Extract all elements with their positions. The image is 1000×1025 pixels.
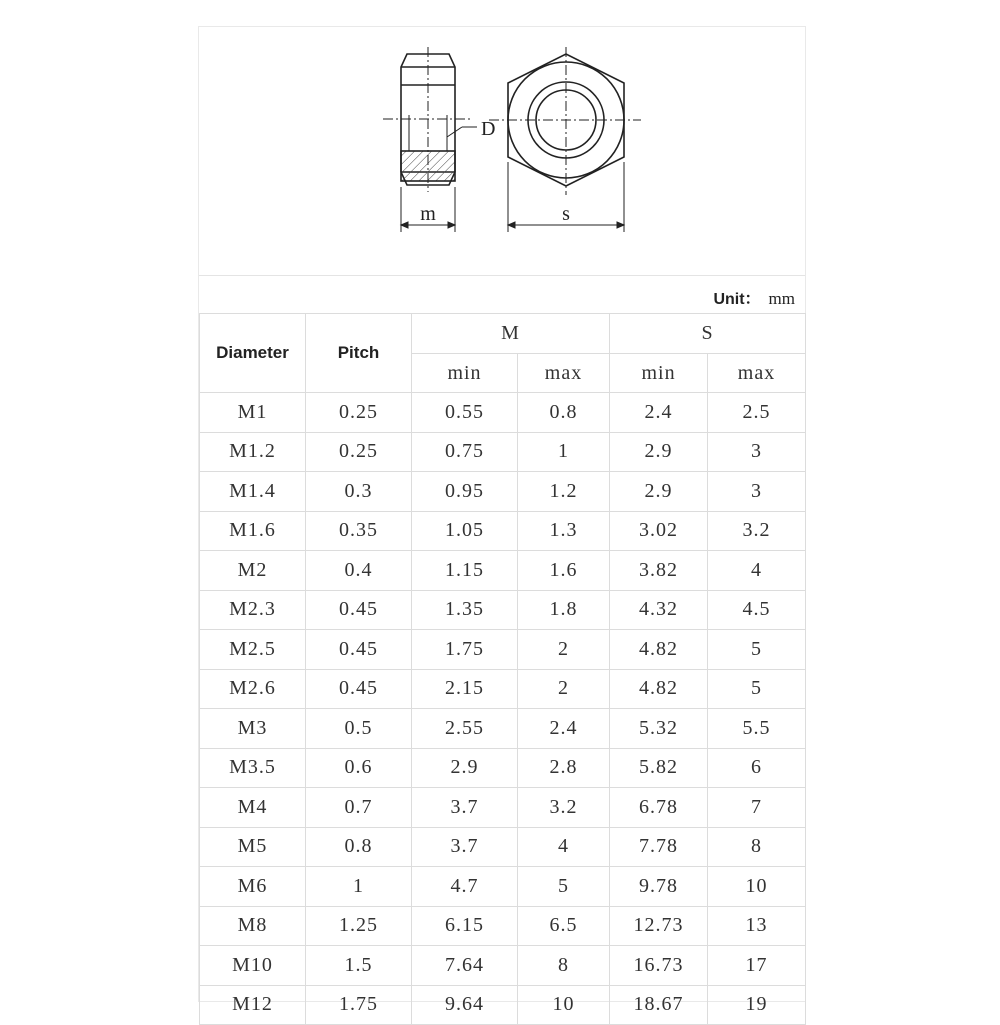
cell-s-max: 5: [708, 669, 806, 709]
cell-s-max: 3.2: [708, 511, 806, 551]
unit-label: Unit：: [713, 291, 761, 308]
cell-pitch: 0.7: [306, 788, 412, 828]
cell-m-max: 1.8: [518, 590, 610, 630]
cell-s-min: 5.82: [610, 748, 708, 788]
header-m-min: min: [412, 354, 518, 393]
cell-diameter: M3.5: [200, 748, 306, 788]
cell-s-max: 5: [708, 630, 806, 670]
cell-s-min: 4.32: [610, 590, 708, 630]
header-s-min: min: [610, 354, 708, 393]
cell-pitch: 1: [306, 867, 412, 907]
cell-pitch: 0.6: [306, 748, 412, 788]
cell-pitch: 0.4: [306, 551, 412, 591]
cell-m-max: 1.6: [518, 551, 610, 591]
cell-s-max: 7: [708, 788, 806, 828]
cell-m-min: 6.15: [412, 906, 518, 946]
cell-pitch: 0.35: [306, 511, 412, 551]
cell-m-min: 2.15: [412, 669, 518, 709]
cell-diameter: M12: [200, 985, 306, 1025]
cell-s-min: 2.9: [610, 432, 708, 472]
cell-m-min: 7.64: [412, 946, 518, 986]
cell-s-min: 9.78: [610, 867, 708, 907]
cell-s-max: 17: [708, 946, 806, 986]
cell-s-max: 4: [708, 551, 806, 591]
cell-pitch: 1.5: [306, 946, 412, 986]
cell-s-min: 3.02: [610, 511, 708, 551]
cell-diameter: M1.4: [200, 472, 306, 512]
table-row: [200, 788, 806, 828]
cell-m-max: 3.2: [518, 788, 610, 828]
cell-m-min: 0.55: [412, 393, 518, 433]
cell-s-max: 10: [708, 867, 806, 907]
cell-m-max: 8: [518, 946, 610, 986]
table-row: [200, 748, 806, 788]
cell-s-min: 16.73: [610, 946, 708, 986]
cell-s-min: 4.82: [610, 669, 708, 709]
hex-nut-drawing: [199, 27, 805, 251]
unit-value: mm: [768, 289, 795, 308]
table-row: [200, 709, 806, 749]
cell-m-max: 5: [518, 867, 610, 907]
cell-diameter: M1: [200, 393, 306, 433]
cell-diameter: M4: [200, 788, 306, 828]
cell-m-max: 1.3: [518, 511, 610, 551]
cell-s-min: 5.32: [610, 709, 708, 749]
diameter-label: D: [481, 118, 496, 140]
cell-pitch: 0.25: [306, 432, 412, 472]
cell-pitch: 0.8: [306, 827, 412, 867]
cell-diameter: M2.3: [200, 590, 306, 630]
cell-s-max: 6: [708, 748, 806, 788]
table-row: [200, 511, 806, 551]
cell-m-min: 4.7: [412, 867, 518, 907]
cell-m-min: 2.55: [412, 709, 518, 749]
header-m-group: M: [412, 314, 610, 354]
nut-dimension-table: [199, 313, 806, 1025]
cell-m-max: 0.8: [518, 393, 610, 433]
cell-pitch: 1.75: [306, 985, 412, 1025]
cell-s-min: 2.4: [610, 393, 708, 433]
cell-pitch: 0.45: [306, 630, 412, 670]
cell-m-max: 1.2: [518, 472, 610, 512]
cell-m-min: 3.7: [412, 788, 518, 828]
spec-panel: [198, 26, 806, 1016]
cell-s-max: 3: [708, 472, 806, 512]
cell-s-min: 6.78: [610, 788, 708, 828]
cell-m-min: 1.15: [412, 551, 518, 591]
cell-s-max: 3: [708, 432, 806, 472]
cell-diameter: M2: [200, 551, 306, 591]
cell-diameter: M1.6: [200, 511, 306, 551]
cell-m-max: 1: [518, 432, 610, 472]
table-row: [200, 985, 806, 1025]
cell-s-min: 7.78: [610, 827, 708, 867]
thickness-label: m: [420, 203, 436, 225]
cell-diameter: M10: [200, 946, 306, 986]
table-row: [200, 432, 806, 472]
cell-s-min: 4.82: [610, 630, 708, 670]
table-row: [200, 472, 806, 512]
cell-pitch: 1.25: [306, 906, 412, 946]
cell-pitch: 0.5: [306, 709, 412, 749]
cell-pitch: 0.3: [306, 472, 412, 512]
cell-m-max: 2.8: [518, 748, 610, 788]
cell-s-max: 13: [708, 906, 806, 946]
cell-s-min: 2.9: [610, 472, 708, 512]
table-row: [200, 630, 806, 670]
cell-m-min: 3.7: [412, 827, 518, 867]
unit-row: [199, 275, 805, 314]
cell-m-max: 10: [518, 985, 610, 1025]
width-across-flats-label: s: [562, 203, 570, 225]
cell-diameter: M2.6: [200, 669, 306, 709]
cell-m-min: 0.95: [412, 472, 518, 512]
cell-diameter: M8: [200, 906, 306, 946]
cell-s-max: 5.5: [708, 709, 806, 749]
cell-s-max: 19: [708, 985, 806, 1025]
table-row: [200, 393, 806, 433]
unit-indicator: [713, 286, 795, 309]
cell-m-min: 1.05: [412, 511, 518, 551]
cell-s-max: 2.5: [708, 393, 806, 433]
cell-pitch: 0.25: [306, 393, 412, 433]
cell-m-max: 2: [518, 669, 610, 709]
cell-m-max: 6.5: [518, 906, 610, 946]
cell-m-max: 2: [518, 630, 610, 670]
cell-m-max: 4: [518, 827, 610, 867]
table-row: [200, 590, 806, 630]
header-s-max: max: [708, 354, 806, 393]
cell-m-min: 9.64: [412, 985, 518, 1025]
table-row: [200, 669, 806, 709]
cell-diameter: M2.5: [200, 630, 306, 670]
cell-m-min: 0.75: [412, 432, 518, 472]
header-m-max: max: [518, 354, 610, 393]
cell-m-min: 2.9: [412, 748, 518, 788]
cell-diameter: M1.2: [200, 432, 306, 472]
cell-m-min: 1.35: [412, 590, 518, 630]
cell-diameter: M5: [200, 827, 306, 867]
cell-diameter: M3: [200, 709, 306, 749]
cell-s-min: 18.67: [610, 985, 708, 1025]
cell-s-min: 12.73: [610, 906, 708, 946]
cell-pitch: 0.45: [306, 669, 412, 709]
cell-s-min: 3.82: [610, 551, 708, 591]
header-pitch: Pitch: [306, 314, 412, 393]
cell-m-max: 2.4: [518, 709, 610, 749]
table-row: [200, 946, 806, 986]
cell-pitch: 0.45: [306, 590, 412, 630]
table-row: [200, 906, 806, 946]
cell-s-max: 8: [708, 827, 806, 867]
header-diameter: Diameter: [200, 314, 306, 393]
table-row: [200, 551, 806, 591]
table-row: [200, 827, 806, 867]
table-row: [200, 867, 806, 907]
header-s-group: S: [610, 314, 806, 354]
cell-diameter: M6: [200, 867, 306, 907]
cell-s-max: 4.5: [708, 590, 806, 630]
cell-m-min: 1.75: [412, 630, 518, 670]
